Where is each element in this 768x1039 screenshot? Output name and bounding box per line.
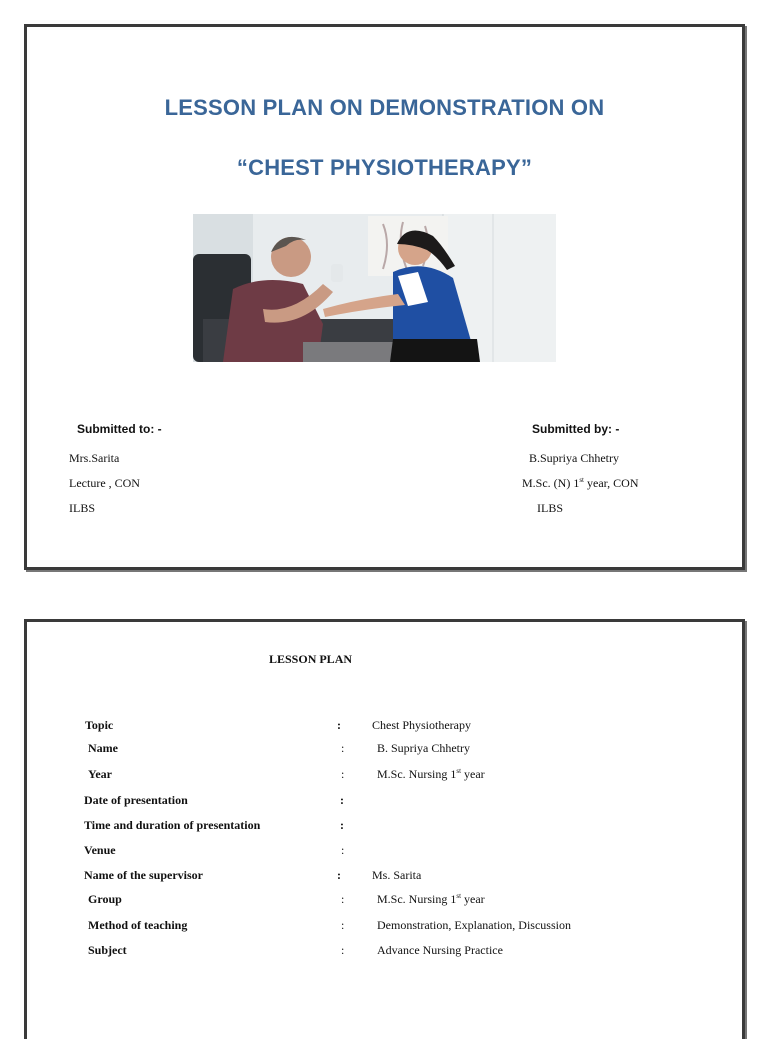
row-label: Name of the supervisor <box>84 868 203 882</box>
row-colon: : <box>341 892 345 906</box>
submitted-to-role: Lecture , CON <box>69 476 140 490</box>
row-colon: : <box>341 741 345 755</box>
lesson-plan-row-method <box>27 918 742 938</box>
row-label: Method of teaching <box>88 918 188 932</box>
lesson-plan-row-date <box>27 793 742 813</box>
row-value: M.Sc. Nursing 1st year <box>377 767 485 781</box>
row-label: Name <box>88 741 118 755</box>
row-colon: : <box>341 767 345 781</box>
submitted-by-role: M.Sc. (N) 1st year, CON <box>522 476 639 490</box>
lesson-plan-row-subject <box>27 943 742 963</box>
row-colon: : <box>341 918 345 932</box>
row-colon: : <box>337 718 341 732</box>
row-value: Chest Physiotherapy <box>372 718 471 732</box>
row-value: Advance Nursing Practice <box>377 943 503 957</box>
document-title: LESSON PLAN ON DEMONSTRATION ON <box>164 95 605 120</box>
submitted-by-heading: Submitted by: - <box>532 422 620 436</box>
lesson-plan-title: LESSON PLAN <box>269 652 353 666</box>
lesson-plan-row-group <box>27 892 742 912</box>
submitted-by-name: B.Supriya Chhetry <box>529 451 619 465</box>
lesson-plan-page <box>24 619 745 1039</box>
lesson-plan-row-topic <box>27 718 742 738</box>
row-label: Time and duration of presentation <box>84 818 261 832</box>
row-value: M.Sc. Nursing 1st year <box>377 892 485 906</box>
row-colon: : <box>340 793 344 807</box>
row-label: Year <box>88 767 112 781</box>
lesson-plan-row-time <box>27 818 742 838</box>
row-label: Group <box>88 892 122 906</box>
row-label: Topic <box>85 718 114 732</box>
lesson-plan-row-year <box>27 767 742 787</box>
submitted-to-heading: Submitted to: - <box>77 422 162 436</box>
row-label: Date of presentation <box>84 793 188 807</box>
chest-physiotherapy-photo <box>193 214 556 362</box>
lesson-plan-row-venue <box>27 843 742 863</box>
row-label: Venue <box>84 843 116 857</box>
submitted-by-org: ILBS <box>537 501 564 515</box>
document-subtitle: “CHEST PHYSIOTHERAPY” <box>236 155 533 180</box>
submitted-to-name: Mrs.Sarita <box>69 451 120 465</box>
row-colon: : <box>341 843 345 857</box>
lesson-plan-row-supervisor <box>27 868 742 888</box>
row-colon: : <box>340 818 344 832</box>
cover-page <box>24 24 745 570</box>
submitted-to-org: ILBS <box>69 501 96 515</box>
lesson-plan-row-name <box>27 741 742 761</box>
row-label: Subject <box>88 943 127 957</box>
row-colon: : <box>341 943 345 957</box>
row-value: Demonstration, Explanation, Discussion <box>377 918 571 932</box>
row-value: Ms. Sarita <box>372 868 422 882</box>
row-value: B. Supriya Chhetry <box>377 741 470 755</box>
row-colon: : <box>337 868 341 882</box>
